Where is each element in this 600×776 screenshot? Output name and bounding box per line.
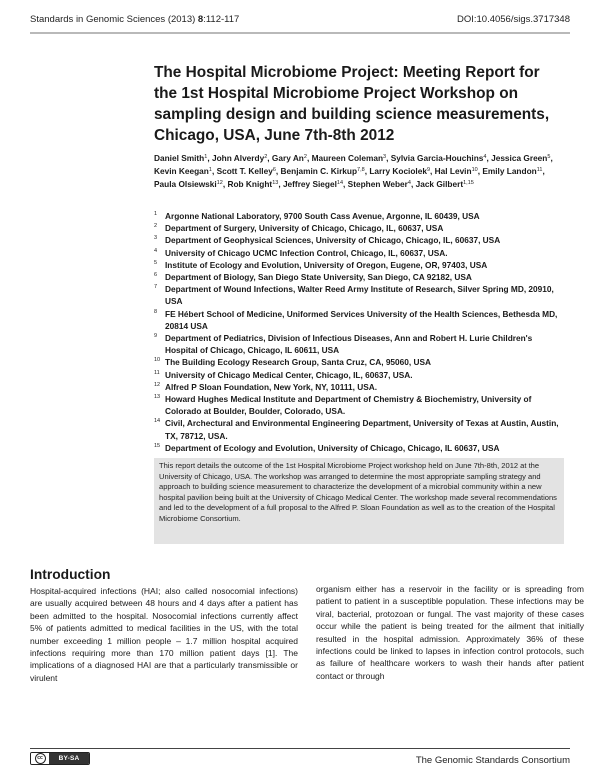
author-affiliation-marker: 1 <box>204 154 208 160</box>
author-name: Daniel Smith <box>154 153 205 163</box>
affiliation-item <box>154 259 564 271</box>
affiliation-item <box>154 234 564 246</box>
affiliation-number: 12 <box>154 381 161 388</box>
journal-name: Standards in Genomic Sciences (2013) <box>30 14 198 25</box>
affiliation-number: 13 <box>154 394 161 401</box>
affiliation-number: 8 <box>154 308 158 315</box>
affiliation-text: The Building Ecology Research Group, Santa Cruz, CA, 95060, USA <box>165 357 432 368</box>
affiliation-item <box>154 381 564 393</box>
cc-icon <box>31 753 49 764</box>
affiliation-text: University of Chicago UCMC Infection Control, Chicago, IL, 60637, USA. <box>165 247 448 258</box>
author-name: Paula Olsiewski <box>154 179 217 189</box>
affiliation-number: 11 <box>154 369 160 376</box>
affiliation-item <box>154 356 564 368</box>
cc-icon-glyph: cc <box>35 753 46 764</box>
affiliation-text: University of Chicago Medical Center, Chicago, IL, 60637, USA. <box>165 369 413 380</box>
affiliation-text: FE Hébert School of Medicine, Uniformed Services University of the Health Sciences, Bethesda MD, 20814 USA <box>165 308 558 331</box>
affiliation-text: Department of Ecology and Evolution, University of Chicago, Chicago, IL 60637, USA <box>165 442 500 453</box>
affiliation-number: 14 <box>154 418 161 425</box>
affiliation-number: 10 <box>154 357 161 364</box>
affiliation-number: 5 <box>154 259 158 266</box>
running-header-doi[interactable]: DOI:10.4056/sigs.3717348 <box>456 14 570 25</box>
journal-pages: :112-117 <box>203 14 240 25</box>
author-affiliation-marker: 13 <box>272 180 279 186</box>
author-affiliation-marker: 12 <box>216 180 223 186</box>
affiliation-text: Civil, Archectural and Environmental Engineering Department, University of Texas at Austin, Austin, TX, 78712, USA. <box>165 418 559 441</box>
affiliation-number: 6 <box>154 272 158 279</box>
publisher-name: The Genomic Standards Consortium <box>415 755 570 766</box>
cc-license-label: BY-SA <box>49 753 89 764</box>
author-affiliation-marker: 10 <box>471 167 478 173</box>
author-affiliation-marker: 9 <box>426 167 431 173</box>
section-heading-introduction: Introduction <box>30 567 111 582</box>
author-affiliation-marker: 1 <box>208 167 212 173</box>
author-name: Rob Knight <box>227 179 273 189</box>
affiliation-text: Howard Hughes Medical Institute and Department of Chemistry & Biochemistry, University of Colorado at Boulder, Boulder, Colorado, USA. <box>165 394 532 417</box>
author-affiliation-marker: 7,8 <box>357 167 365 173</box>
author-affiliation-marker: 5 <box>547 154 551 160</box>
affiliation-item <box>154 332 564 356</box>
affiliation-number: 2 <box>154 223 158 230</box>
body-column-left: Hospital-acquired infections (HAI; also called nosocomial infections) are usually acquired between 48 hours and 4 days after a patient has been admitted to the hospital. Nosocomial infections currently affect 5% of patients admitted to medical facilities in the US, with the total number exceeding 1 million people – 1.7 million hospital acquired infections requiring more than 170 million patient days [1]. The implications of a diagnosed HAI are that a particularly transmissible or virulent <box>30 586 298 683</box>
affiliation-item <box>154 247 564 259</box>
author-affiliation-marker: 4 <box>407 180 411 186</box>
affiliation-number: 1 <box>154 211 158 217</box>
author-name: Jack Gilbert <box>415 179 464 189</box>
affiliation-item <box>154 210 564 222</box>
author-list: Daniel Smith$^1$, John Alverdy$^2$, Gary An$^2$, Maureen Coleman$^3$, Sylvia Garcia-Houchins$^4$, Jessica Green$^5$, Kevin Keegan$^1$, Scott T. Kelley$^6$, Benjamin C. Kirkup$^{7,8}$, Larry Kociolek$^9$, Hal Levin$^{10}$, Emily Landon$^{11}$, Paula Olsiewski$^{12}$, Rob Knight$^{13}$, Jeffrey Siegel$^{14}$, Stephen Weber$^4$, Jack Gilbert$^{1,15}$ <box>154 153 553 189</box>
author-name: Maureen Coleman <box>311 153 384 163</box>
affiliation-item <box>154 271 564 283</box>
affiliation-number: 7 <box>154 284 158 291</box>
affiliation-text: Argonne National Laboratory, 9700 South Cass Avenue, Argonne, IL 60439, USA <box>165 211 480 221</box>
author-affiliation-marker: 2 <box>264 154 268 160</box>
author-affiliation-marker: 3 <box>383 154 387 160</box>
affiliation-list <box>154 210 564 454</box>
abstract: This report details the outcome of the 1st Hospital Microbiome Project workshop held on June 7th-8th, 2012 at the University of Chicago, USA. The workshop was arranged to determine the most appropriate sampling strategy and approach to building science measurement to characterize the development of a microbial community within a new hospital pavilion being built at the University of Chicago Medical Center. The workshop made several recommendations and led to the development of a full proposal to the Alfred P. Sloan Foundation as well as to the creation of the Hospital Microbiome Consortium. <box>154 458 564 544</box>
header-divider <box>30 32 570 34</box>
affiliation-text: Department of Wound Infections, Walter Reed Army Institute of Research, Silver Spring MD, 20910, USA <box>165 284 554 307</box>
affiliation-text: Department of Geophysical Sciences, University of Chicago, Chicago, IL, 60637, USA <box>165 235 501 246</box>
affiliation-item <box>154 393 564 417</box>
affiliation-number: 15 <box>154 442 161 449</box>
author-affiliation-marker: 14 <box>336 180 344 186</box>
affiliation-item <box>154 308 564 332</box>
author-affiliation-marker: 11 <box>536 167 543 173</box>
author-name: Sylvia Garcia-Houchins <box>390 153 484 163</box>
author-affiliation-marker: 4 <box>483 154 487 160</box>
author-name: Stephen Weber <box>347 179 408 189</box>
author-name: Scott T. Kelley <box>216 166 273 176</box>
running-header-journal <box>30 14 239 25</box>
affiliation-item <box>154 283 564 307</box>
author-name: John Alverdy <box>211 153 265 163</box>
affiliation-item <box>154 417 564 441</box>
author-affiliation-marker: 1,15 <box>463 180 474 186</box>
cc-license-badge[interactable] <box>30 752 90 765</box>
affiliation-text: Department of Surgery, University of Chicago, Chicago, IL, 60637, USA <box>165 223 444 234</box>
affiliation-number: 4 <box>154 247 158 254</box>
affiliation-item <box>154 369 564 381</box>
affiliation-item <box>154 222 564 234</box>
author-name: Hal Levin <box>434 166 472 176</box>
author-name: Larry Kociolek <box>369 166 427 176</box>
affiliation-text: Institute of Ecology and Evolution, University of Oregon, Eugene, OR, 97403, USA <box>165 259 488 270</box>
affiliation-number: 3 <box>154 235 158 242</box>
affiliation-text: Department of Pediatrics, Division of Infectious Diseases, Ann and Robert H. Lurie Children's Hospital of Chicago, Chicago, IL 60611, USA <box>165 333 533 356</box>
affiliation-text: Alfred P Sloan Foundation, New York, NY, 10111, USA. <box>165 381 378 392</box>
affiliation-number: 9 <box>154 333 158 340</box>
affiliation-text: Department of Biology, San Diego State University, San Diego, CA 92182, USA <box>165 272 472 283</box>
author-name: Jeffrey Siegel <box>282 179 337 189</box>
footer-divider <box>30 748 570 749</box>
author-affiliation-marker: 2 <box>303 154 307 160</box>
journal-volume: 8 <box>197 14 204 25</box>
paper-title: The Hospital Microbiome Project: Meeting Report for the 1st Hospital Microbiome Project Workshop on sampling design and building science measurements, Chicago, USA, June 7th-8th 2012 <box>154 64 550 144</box>
author-affiliation-marker: 6 <box>272 167 276 173</box>
author-name: Gary An <box>271 153 304 163</box>
body-column-right: organism either has a reservoir in the facility or is spreading from patient to patient in a susceptible population. These infections may be viral, bacterial, protozoan or fungal. The vast majority of these cases occur while the patient is being treated for the ailment that initially resulted in the hospital admission. Approximately 36% of these infections could be linked to lapses in infection control protocols, such as failure of healthcare workers to wash their hands after patient contact or through <box>316 584 584 681</box>
author-name: Emily Landon <box>482 166 537 176</box>
affiliation-item <box>154 442 564 454</box>
author-name: Jessica Green <box>491 153 548 163</box>
author-name: Kevin Keegan <box>154 166 209 176</box>
author-name: Benjamin C. Kirkup <box>280 166 358 176</box>
